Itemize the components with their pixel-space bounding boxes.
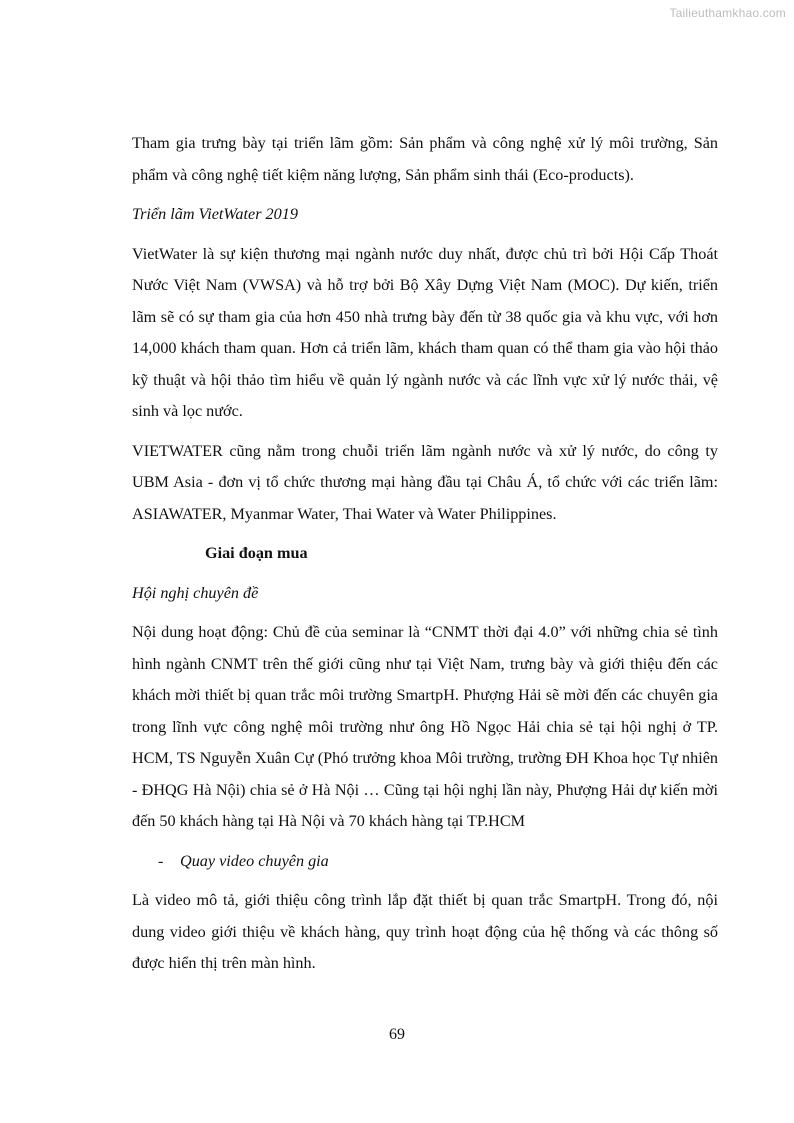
list-item-label: Quay video chuyên gia [180, 851, 329, 870]
heading-vietwater-2019: Triển lãm VietWater 2019 [132, 205, 298, 223]
paragraph-exhibit-products: Tham gia trưng bày tại triển lãm gồm: Sản phẩm và công nghệ xử lý môi trường, Sản phẩm và công nghệ tiết kiệm năng lượng, Sản phẩm sinh thái (Eco-products). [132, 134, 718, 184]
dash-marker: - [158, 851, 164, 870]
watermark: Tailieuthamkhao.com [669, 6, 786, 20]
paragraph-video-description: Là video mô tả, giới thiệu công trình lắp đặt thiết bị quan trắc SmartpH. Trong đó, nội dung video giới thiệu về khách hàng, quy trình hoạt động của hệ thống và các thông số được hiển thị trên màn hình. [132, 891, 718, 972]
heading-purchase-stage: Giai đoạn mua [205, 544, 308, 562]
paragraph-conference-content: Nội dung hoạt động: Chủ đề của seminar là “CNMT thời đại 4.0” với những chia sẻ tình hình ngành CNMT trên thế giới cũng như tại Việt Nam, trưng bày và giới thiệu đến các khách mời thiết bị quan trắc môi trường SmartpH. Phượng Hải sẽ mời đến các chuyên gia trong lĩnh vực công nghệ môi trường như ông Hồ Ngọc Hải chia sẻ tại hội nghị ở TP. HCM, TS Nguyễn Xuân Cự (Phó trưởng khoa Môi trường, trường ĐH Khoa học Tự nhiên - ĐHQG Hà Nội) chia sẻ ở Hà Nội … Cũng tại hội nghị lần này, Phượng Hải dự kiến mời đến 50 khách hàng tại Hà Nội và 70 khách hàng tại TP.HCM [132, 623, 718, 830]
paragraph-vietwater-series: VIETWATER cũng nằm trong chuỗi triển lãm ngành nước và xử lý nước, do công ty UBM Asia - đơn vị tổ chức thương mại hàng đầu tại Châu Á, tổ chức với các triển lãm: ASIAWATER, Myanmar Water, Thai Water và Water Philippines. [132, 441, 718, 523]
paragraph-vietwater-intro: VietWater là sự kiện thương mại ngành nước duy nhất, được chủ trì bởi Hội Cấp Thoát Nước Việt Nam (VWSA) và hỗ trợ bởi Bộ Xây Dựng Việt Nam (MOC). Dự kiến, triển lãm sẽ có sự tham gia của hơn 450 nhà trưng bày đến từ 38 quốc gia và khu vực, với hơn 14,000 khách tham quan. Hơn cả triển lãm, khách tham quan có thể tham gia vào hội thảo kỹ thuật và hội thảo tìm hiểu về quản lý ngành nước và các lĩnh vực xử lý nước thải, vệ sinh và lọc nước. [132, 244, 718, 420]
page-number: 69 [389, 1026, 405, 1043]
document-body [132, 128, 718, 988]
heading-conference: Hội nghị chuyên đề [132, 583, 259, 602]
list-item-expert-video [158, 846, 718, 878]
